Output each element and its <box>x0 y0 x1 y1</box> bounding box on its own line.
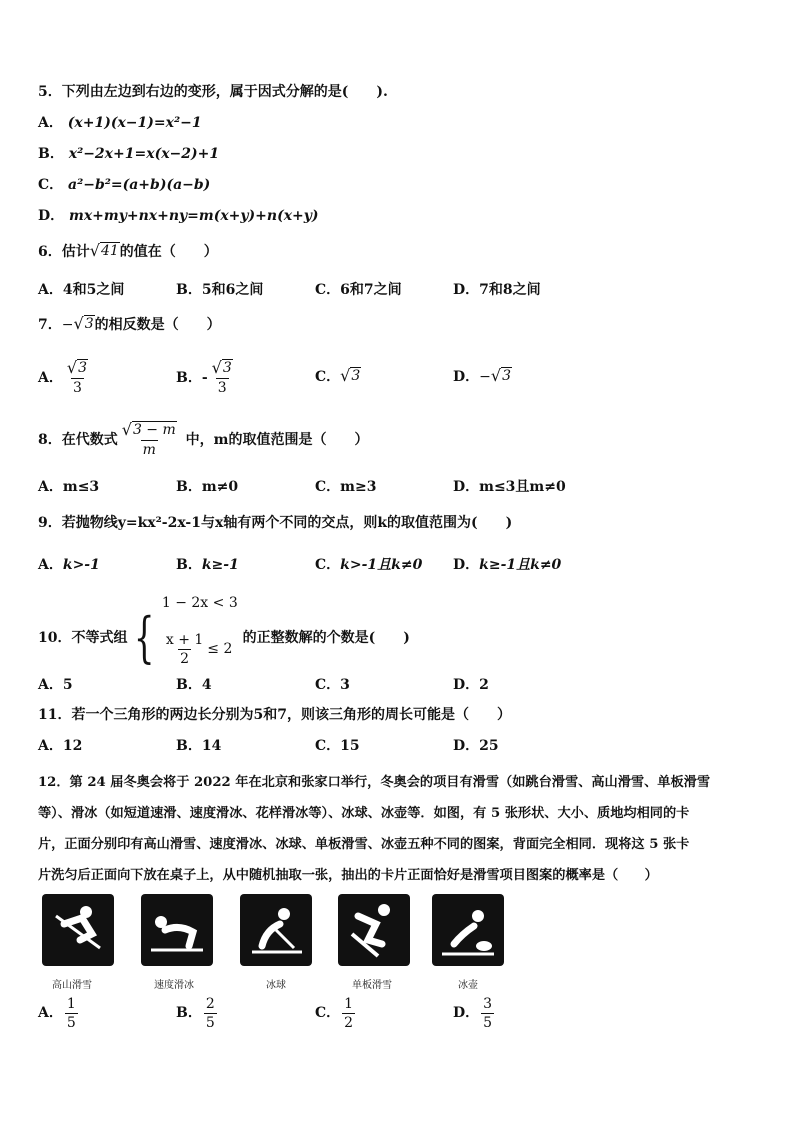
q7-stem: 7．− √ 3 的相反数是（ ） <box>38 314 221 333</box>
q12-stem: 12．第 24 届冬奥会将于 2022 年在北京和张家口举行，冬奥会的项目有滑雪（如跳台滑雪、高山滑雪、单板滑雪 等）、滑冰（如短道速滑、速度滑冰、花样滑冰等）、冰球、冰壶等．如图，有 5 张形状、大小、质地均相同的卡 片，正面分别印有高山滑雪、速度滑冰、冰球、单板滑雪、冰壶五种不同的图案，背面完全相同．现将这 5 张卡 片洗匀后正面向下放在桌子上，从中随机抽取一张，抽出的卡片正面恰好是滑雪项目图案的概率是（ ） <box>38 775 711 883</box>
card-label-curling: 冰壶 <box>458 980 478 991</box>
q8-option-c: C．m≥3 <box>315 479 377 495</box>
sqrt-expression: √ 3 <box>73 314 94 333</box>
q12-option-c: C． $\frac{1}{2}$ <box>315 995 354 1031</box>
card-label-snowboarding: 单板滑雪 <box>352 980 392 991</box>
q7-option-d: D．− √ 3 <box>453 366 511 385</box>
q9-option-d: D．k≥-1且k≠0 <box>453 557 562 573</box>
q10-option-c: C．3 <box>315 677 350 693</box>
q6-stem: 6．估计 √ 41 的值在（ ） <box>38 241 218 260</box>
q11-option-c: C．15 <box>315 738 360 754</box>
q5-option-d: D． mx+my+nx+ny=m(x+y)+n(x+y) <box>38 208 319 224</box>
q8-option-a: A．m≤3 <box>38 479 100 495</box>
q8-option-d: D．m≤3且m≠0 <box>453 479 566 495</box>
fraction-expression: √ 3 − m m <box>121 420 176 458</box>
q9-option-a: A．k>-1 <box>38 557 100 573</box>
q9-stem: 9．若抛物线y=kx²-2x-1与x轴有两个不同的交点，则k的取值范围为( ) <box>38 515 513 531</box>
q11-stem: 11．若一个三角形的两边长分别为5和7，则该三角形的周长可能是（ ） <box>38 707 511 723</box>
q11-option-b: B．14 <box>176 738 222 754</box>
q5-option-b: B． x²−2x+1=x(x−2)+1 <box>38 146 220 162</box>
q5-stem: 5．下列由左边到右边的变形，属于因式分解的是( ). <box>38 84 388 100</box>
q10-option-a: A．5 <box>38 677 73 693</box>
q5-option-c: C． a²−b²=(a+b)(a−b) <box>38 177 211 193</box>
q11-option-a: A．12 <box>38 738 83 754</box>
ice-hockey-pictogram <box>240 894 312 966</box>
q10-option-d: D．2 <box>453 677 489 693</box>
q9-option-c: C．k>-1且k≠0 <box>315 557 423 573</box>
q6-option-a: A．4和5之间 <box>38 282 125 298</box>
q7-option-b: B．- √ 3 3 <box>176 358 232 396</box>
q8-stem: 8．在代数式 √ 3 − m m 中，m的取值范围是（ ） <box>38 420 369 458</box>
q12-option-a: A． $\frac{1}{5}$ <box>38 995 76 1031</box>
card-label-speed-skating: 速度滑冰 <box>154 980 194 991</box>
sqrt-expression: √ 41 <box>89 241 119 260</box>
inequality-system: { 1 − 2x < 3 $\frac{x + 1}{2}$ ≤ 2 <box>134 595 238 669</box>
q6-option-d: D．7和8之间 <box>453 282 541 298</box>
q6-option-b: B．5和6之间 <box>176 282 264 298</box>
q10-option-b: B．4 <box>176 677 212 693</box>
q12-option-b: B． $\frac{2}{5}$ <box>176 995 215 1031</box>
card-label-ice-hockey: 冰球 <box>266 980 286 991</box>
q9-option-b: B．k≥-1 <box>176 557 239 573</box>
q7-option-a: A． √ 3 3 <box>38 358 87 396</box>
q11-option-d: D．25 <box>453 738 499 754</box>
q12-option-d: D． $\frac{3}{5}$ <box>453 995 493 1031</box>
speed-skating-pictogram <box>141 894 213 966</box>
q6-option-c: C．6和7之间 <box>315 282 402 298</box>
q5-option-a: A． (x+1)(x−1)=x²−1 <box>38 115 202 131</box>
curling-pictogram <box>432 894 504 966</box>
q10-stem: 10．不等式组 { 1 − 2x < 3 $\frac{x + 1}{2}$ ≤ 2 的正整数解的个数是( ) <box>38 592 410 684</box>
alpine-skiing-pictogram <box>42 894 114 966</box>
q8-option-b: B．m≠0 <box>176 479 239 495</box>
card-label-alpine-skiing: 高山滑雪 <box>52 980 92 991</box>
snowboarding-pictogram <box>338 894 410 966</box>
q7-option-c: C． √ 3 <box>315 366 361 385</box>
